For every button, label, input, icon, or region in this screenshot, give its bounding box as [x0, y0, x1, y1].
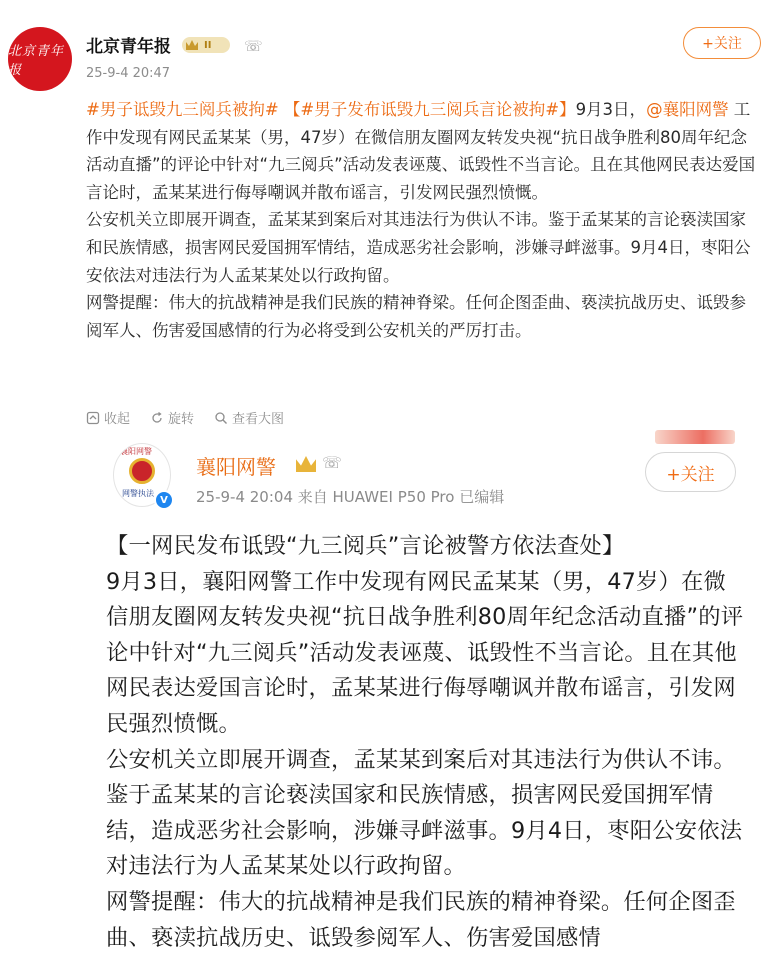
police-emblem-icon — [129, 458, 155, 484]
level-text: II — [204, 39, 212, 51]
post-title: 【一网民发布诋毁“九三阅兵”言论被警方依法查处】 — [106, 533, 625, 559]
view-large-icon — [214, 411, 228, 425]
post-paragraph-3: 网警提醒：伟大的抗战精神是我们民族的精神脊梁。任何企图歪曲、亵渎抗战历史、诋毁参阅军人、伤害爱国感情的行为必将受到公安机关的严厉打击。 — [86, 293, 746, 340]
view-large-button[interactable] — [214, 408, 284, 427]
verified-icon: V — [154, 490, 174, 510]
avatar-logo-text: 北京青年报 — [8, 44, 65, 78]
post-paragraph-2: 公安机关立即展开调查，孟某某到案后对其违法行为供认不讳。鉴于孟某某的言论亵渎国家和民族情感，损害网民爱国拥军情结，造成恶劣社会影响，涉嫌寻衅滋事。9月4日，枣阳公安依法对违法行为人孟某某处以行政拘留。 — [86, 210, 751, 285]
avatar-text-top: 襄阳网警 — [120, 447, 152, 456]
post-paragraph-1: 9月3日，襄阳网警工作中发现有网民孟某某（男，47岁）在微信朋友圈网友转发央视“抗日战争胜利80周年纪念活动直播”的评论中针对“九三阅兵”活动发表诬蔑、诋毁性不当言论。且在其他网民表达爱国言论时，孟某某进行侮辱嘲讽并散布谣言，引发网民强烈愤慨。 — [106, 568, 744, 737]
account-name[interactable]: 北京青年报 — [86, 37, 171, 57]
fan-badge-icon[interactable]: ☏ — [244, 37, 263, 55]
post-body — [86, 96, 762, 344]
avatar-bjqnb[interactable] — [8, 27, 72, 91]
hashtag-link-2[interactable]: 【#男子发布诋毁九三阅兵言论被拘#】 — [283, 100, 576, 119]
member-level-badge[interactable] — [182, 37, 230, 53]
body-text-1: 工作中发现有网民孟某某（男，47岁）在微信朋友圈网友转发央视“抗日战争胜利80周年纪念活动直播”的评论中针对“九三阅兵”活动发表诬蔑、诋毁性不当言论。且在其他网民表达爱国言论时，孟某某进行侮辱嘲讽并散布谣言，引发网民强烈愤慨。 — [86, 100, 756, 202]
mention-link[interactable]: @襄阳网警 — [646, 100, 729, 119]
collapse-label: 收起 — [104, 412, 131, 427]
follow-button[interactable]: +关注 — [683, 27, 761, 59]
hashtag-link[interactable]: #男子诋毁九三阅兵被拘# — [86, 100, 279, 119]
view-large-label: 查看大图 — [232, 412, 285, 427]
crown-icon — [296, 456, 316, 472]
image-action-bar — [86, 408, 284, 427]
embedded-screenshot-xyjw[interactable] — [80, 430, 776, 958]
fan-badge-icon: ☏ — [322, 453, 343, 472]
post-meta: 25-9-4 20:04 来自 HUAWEI P50 Pro 已编辑 — [196, 488, 505, 506]
rotate-label: 旋转 — [168, 412, 195, 427]
weibo-post-bjqnb — [0, 0, 776, 427]
post-paragraph-2: 公安机关立即展开调查，孟某某到案后对其违法行为供认不讳。鉴于孟某某的言论亵渎国家和民族情感，损害网民爱国拥军情结，造成恶劣社会影响，涉嫌寻衅滋事。9月4日，枣阳公安依法对违法行为人孟某某处以行政拘留。 — [106, 746, 743, 880]
decorative-banner — [655, 430, 735, 444]
collapse-icon — [86, 411, 100, 425]
post-paragraph-3: 网警提醒：伟大的抗战精神是我们民族的精神脊梁。任何企图歪曲、亵渎抗战历史、诋毁参阅军人、伤害爱国感情 — [106, 888, 736, 951]
post-timestamp[interactable]: 25-9-4 20:47 — [86, 66, 171, 81]
post-paragraph-1 — [86, 96, 762, 206]
collapse-button[interactable] — [86, 408, 130, 427]
rotate-button[interactable] — [150, 408, 194, 427]
post-body-xyjw — [106, 529, 746, 956]
follow-button-xyjw[interactable]: +关注 — [645, 452, 736, 492]
avatar-text-bottom: 网警执法 — [122, 489, 154, 498]
account-name-xyjw[interactable]: 襄阳网警 — [196, 455, 276, 479]
rotate-icon — [150, 411, 164, 425]
date-text: 9月3日， — [575, 100, 647, 119]
crown-icon — [186, 40, 198, 50]
